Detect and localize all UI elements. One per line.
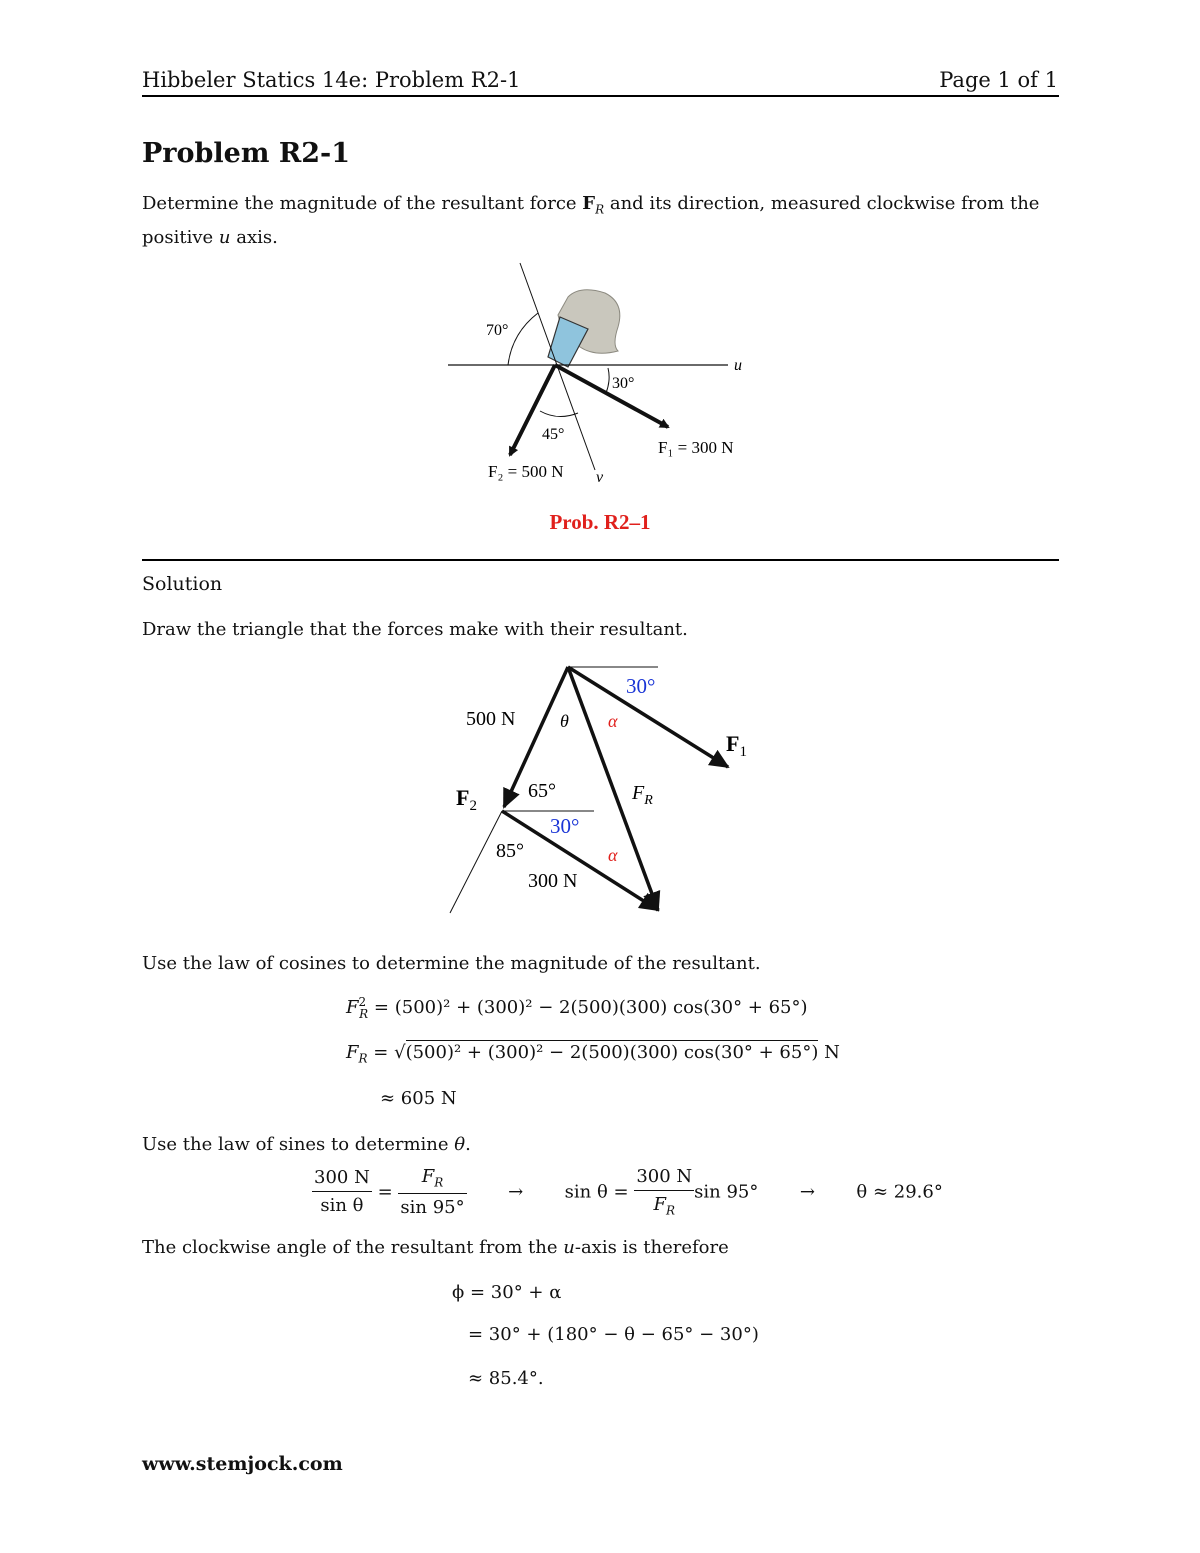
force-triangle-figure: [440, 655, 780, 920]
phi-equation-3: ≈ 85.4°.: [468, 1368, 544, 1389]
label-f1-main: F: [726, 731, 740, 756]
header-title: Hibbeler Statics 14e: Problem R2-1: [142, 68, 521, 92]
header-rule: [142, 95, 1059, 97]
resultant-arrow: [568, 667, 658, 910]
angle-65: 65°: [528, 780, 556, 802]
sine-frac-2: $\frac{F_R}{\sin 95^\circ}$: [400, 1166, 465, 1218]
sine-equation: [312, 1166, 943, 1218]
page-number: Page 1 of 1: [939, 68, 1058, 92]
statement-mid: and its direction, measured clockwise from the: [604, 193, 1040, 214]
statement-line2-post: axis.: [230, 226, 278, 248]
problem-figure: [440, 255, 760, 495]
statement-force: F: [582, 193, 596, 214]
triangle-f1-moved-arrow: [502, 811, 658, 910]
label-f1: [726, 731, 747, 760]
sine-arrow-1: →: [508, 1181, 524, 1203]
angle-45-arc: [540, 411, 578, 417]
angle-30-label: 30°: [612, 375, 635, 392]
solution-step1: Draw the triangle that the forces make with their resultant.: [142, 619, 688, 640]
step3-pre: Use the law of sines to determine: [142, 1134, 455, 1155]
cos-eq2-rhs: = √: [373, 1042, 406, 1063]
statement-pre: Determine the magnitude of the resultant force: [142, 193, 583, 214]
solution-step3: [142, 1131, 471, 1159]
solution-step2: Use the law of cosines to determine the magnitude of the resultant.: [142, 953, 761, 974]
angle-70-arc: [508, 313, 538, 365]
sine-tail: sin 95°: [694, 1181, 759, 1203]
angle-30-arc: [606, 368, 609, 393]
phi-equation-1: ϕ = 30° + α: [452, 1282, 562, 1303]
alpha-top: α: [608, 711, 618, 731]
label-500n: 500 N: [466, 708, 516, 730]
solution-heading: Solution: [142, 573, 223, 595]
f1-label: F₁ = 300 N: [658, 438, 734, 457]
step3-post: .: [465, 1134, 471, 1155]
label-fr-main: F: [632, 782, 645, 804]
angle-30-mid: 30°: [550, 814, 580, 838]
label-fr-sub: R: [644, 793, 653, 808]
step4-post: -axis is therefore: [574, 1237, 729, 1258]
statement-line2-pre: positive: [142, 226, 219, 248]
cos-eq1-rhs: = (500)² + (300)² − 2(500)(300) cos(30° + 65°): [373, 997, 808, 1018]
figure-caption: Prob. R2–1: [549, 510, 651, 534]
ref-line-diag: [450, 811, 502, 913]
problem-title: Problem R2-1: [142, 138, 351, 169]
step4-pre: The clockwise angle of the resultant from the: [142, 1237, 564, 1258]
label-fr: [631, 782, 653, 808]
step4-var: u: [563, 1237, 575, 1258]
cosine-equation-3: ≈ 605 N: [380, 1088, 457, 1109]
statement-force-sub: R: [595, 202, 605, 217]
angle-85: 85°: [496, 840, 524, 862]
cosine-equation-2: $F_R = √(500)^2 + (300)^2 - 2(500)(300) \cos(30^\circ + 65^\circ)$ N: [346, 1042, 840, 1066]
label-f2-main: F: [456, 785, 470, 810]
step3-var: θ: [454, 1134, 466, 1155]
problem-statement: [142, 190, 1062, 252]
u-axis-label: u: [734, 357, 742, 374]
label-f2-sub: 2: [469, 798, 477, 814]
angle-30-top: 30°: [626, 674, 656, 698]
angle-45-label: 45°: [542, 426, 565, 443]
angle-70-label: 70°: [486, 322, 509, 339]
f2-label: F₂ = 500 N: [488, 462, 564, 481]
sine-frac-1: $\frac{300 N}{\text{sin θ}}$: [314, 1167, 370, 1217]
label-300n: 300 N: [528, 870, 578, 892]
phi-equation-2: = 30° + (180° − θ − 65° − 30°): [468, 1324, 759, 1345]
sine-arrow-2: →: [799, 1181, 815, 1203]
statement-axis: u: [218, 226, 231, 248]
sine-eqsign: =: [377, 1181, 393, 1203]
sine-frac-3: $\frac{300 N}{F_R}$: [636, 1166, 693, 1218]
solution-step4: [142, 1234, 729, 1262]
sine-mid: sin θ =: [564, 1181, 629, 1203]
footer-url[interactable]: www.stemjock.com: [142, 1453, 343, 1475]
theta-label: θ: [560, 711, 569, 731]
cosine-equation-1: $F^2_R = (500)^2 + (300)^2 - 2(500)(300) \cos(30^\circ + 65^\circ)$: [346, 995, 808, 1021]
cos-eq2-unit: N: [818, 1042, 840, 1063]
label-f2: [456, 785, 477, 814]
sine-result: θ ≈ 29.6°: [856, 1181, 943, 1203]
v-axis-label: v: [596, 469, 604, 486]
section-rule: [142, 559, 1059, 561]
cos-eq2-radicand: (500)² + (300)² − 2(500)(300) cos(30° + 65°): [405, 1042, 819, 1063]
alpha-bottom: α: [608, 845, 618, 865]
label-f1-sub: 1: [739, 744, 747, 760]
